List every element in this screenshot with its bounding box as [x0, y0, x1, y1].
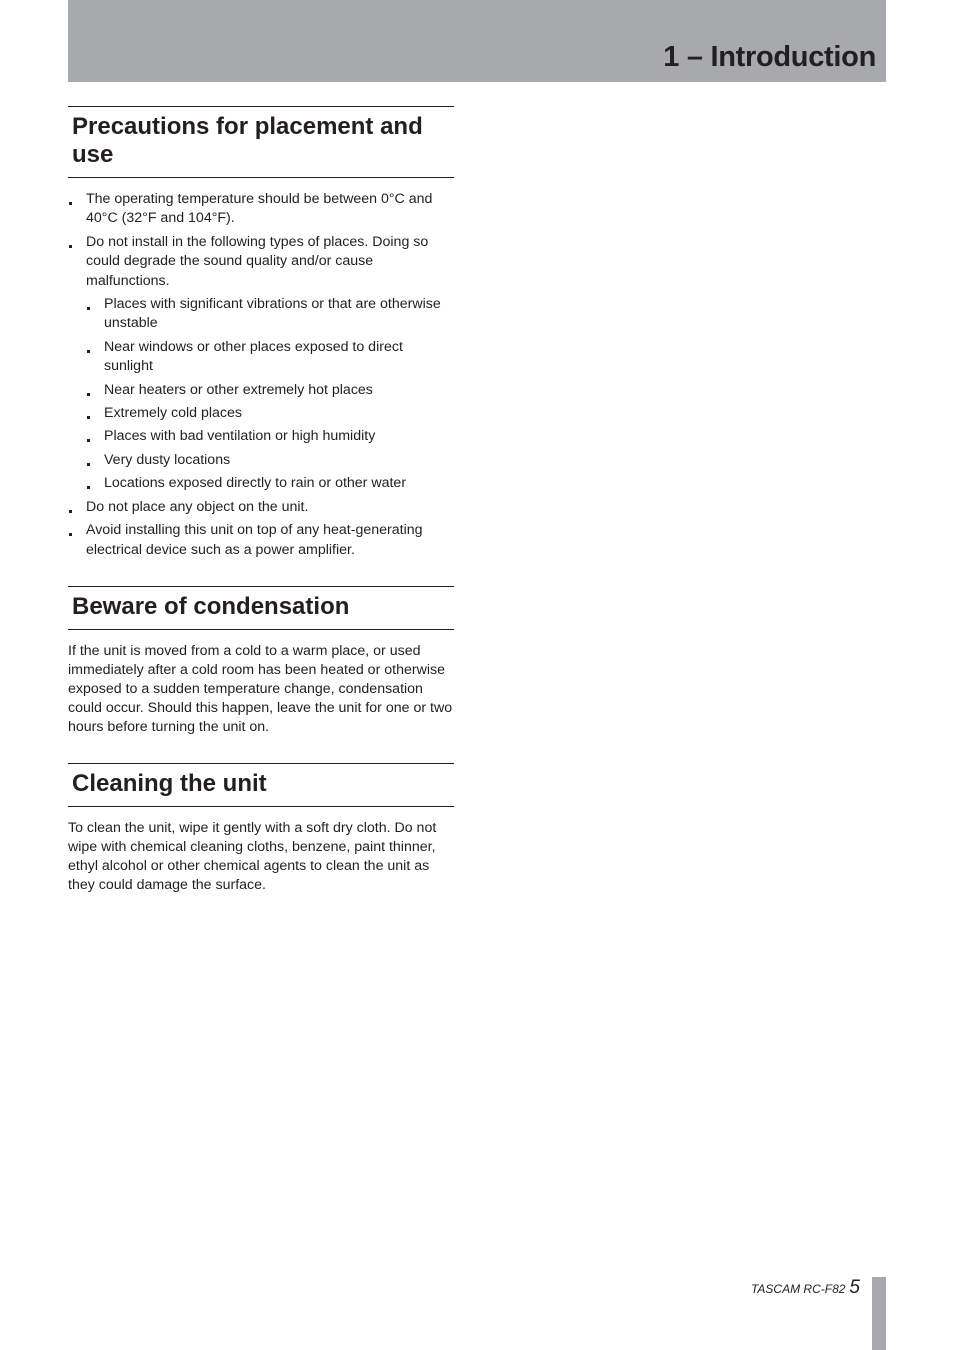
- list-item: The operating temperature should be between 0°C and 40°C (32°F and 104°F).: [68, 190, 454, 229]
- section-title: Cleaning the unit: [68, 763, 454, 807]
- content-column: [68, 106, 454, 895]
- sub-list-item: Near heaters or other extremely hot places: [86, 381, 454, 400]
- list-item: Do not place any object on the unit.: [68, 498, 454, 517]
- chapter-header-bar: [68, 0, 886, 82]
- sub-list-item: Very dusty locations: [86, 451, 454, 470]
- page-number: 5: [849, 1277, 860, 1298]
- section-title: Beware of condensation: [68, 586, 454, 630]
- sub-list-item: Locations exposed directly to rain or other water: [86, 474, 454, 493]
- footer-model-name: TASCAM RC-F82: [750, 1282, 846, 1296]
- page-footer: [751, 1277, 860, 1299]
- chapter-title: 1 – Introduction: [663, 41, 876, 73]
- sub-bullet-list: [86, 295, 454, 494]
- body-paragraph: To clean the unit, wipe it gently with a soft dry cloth. Do not wipe with chemical cleaning cloths, benzene, paint thinner, ethyl alcohol or other chemical agents to clean the unit as they could damage the surface.: [68, 819, 437, 893]
- section-title: Precautions for placement and use: [68, 106, 454, 178]
- list-item: [68, 233, 454, 494]
- body-paragraph: If the unit is moved from a cold to a warm place, or used immediately after a cold room has been heated or otherwise exposed to a sudden temperature change, condensation could occur. Should this happen, leave the unit for one or two hours before turning the unit on.: [68, 642, 453, 735]
- sub-list-item: Near windows or other places exposed to direct sunlight: [86, 338, 454, 377]
- sub-list-item: Places with bad ventilation or high humidity: [86, 427, 454, 446]
- sub-list-item: Places with significant vibrations or that are otherwise unstable: [86, 295, 454, 334]
- section-condensation: [68, 586, 454, 737]
- section-cleaning: [68, 763, 454, 895]
- list-item: Avoid installing this unit on top of any heat-generating electrical device such as a power amplifier.: [68, 521, 454, 560]
- bullet-list: [68, 190, 454, 560]
- section-placement: [68, 106, 454, 560]
- list-item-text: Do not install in the following types of places. Doing so could degrade the sound quality and/or cause malfunctions.: [86, 233, 429, 289]
- sub-list-item: Extremely cold places: [86, 404, 454, 423]
- page-edge-tab: [872, 1277, 886, 1350]
